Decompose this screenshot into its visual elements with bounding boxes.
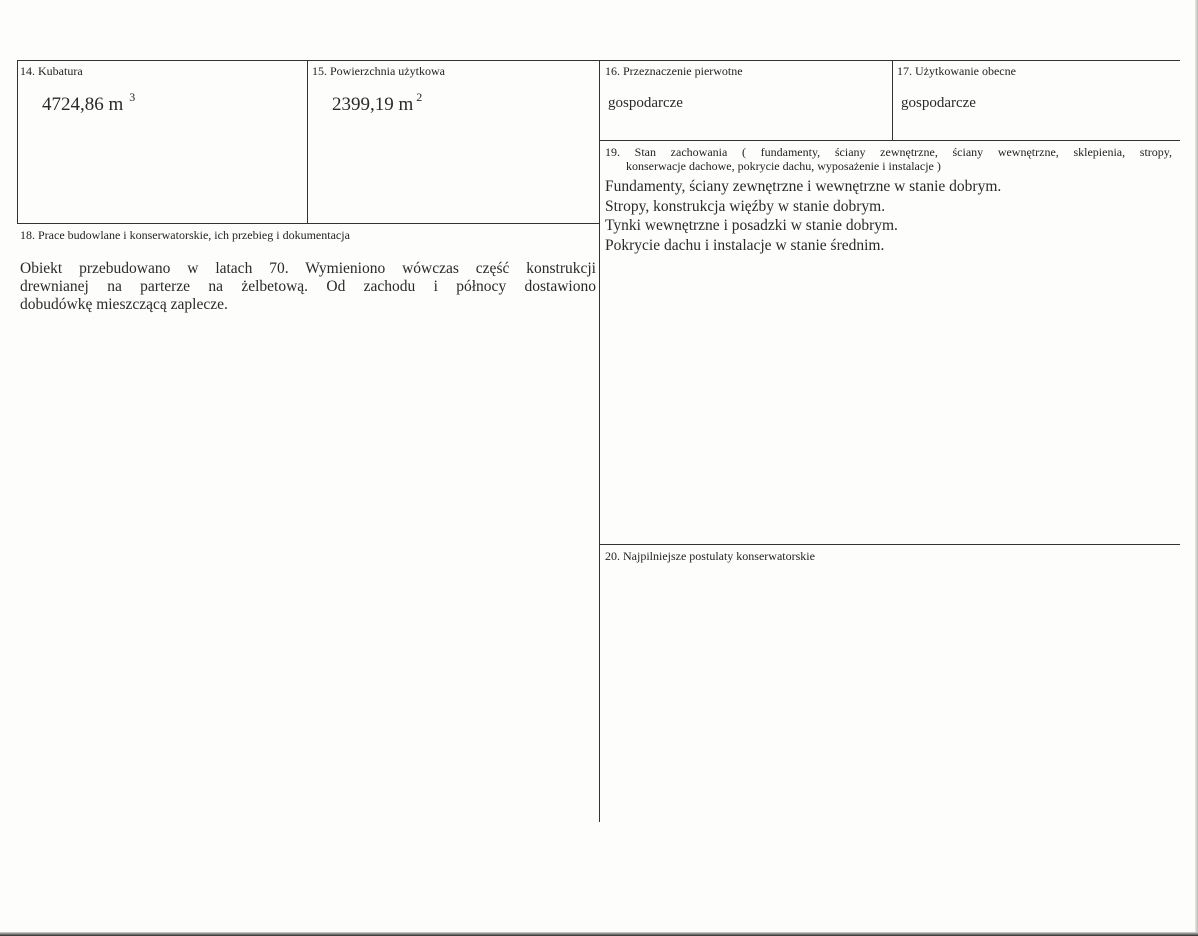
prace-line: dobudówkę mieszczącą zaplecze.	[20, 296, 228, 313]
kubatura-value	[42, 90, 136, 116]
powierzchnia-label: 15. Powierzchnia użytkowa	[312, 64, 445, 78]
powierzchnia-value	[332, 90, 423, 116]
divider-18-top	[17, 223, 600, 224]
stan-text	[605, 177, 1001, 255]
prace-label: 18. Prace budowlane i konserwatorskie, ich przebieg i dokumentacja	[20, 228, 350, 242]
kubatura-label: 14. Kubatura	[20, 64, 83, 78]
przeznaczenie-value: gospodarcze	[608, 95, 683, 111]
stan-line: Fundamenty, ściany zewnętrzne i wewnętrzne w stanie dobrym.	[605, 178, 1002, 195]
stan-line: Stropy, konstrukcja więźby w stanie dobrym.	[605, 197, 886, 215]
uzytkowanie-value: gospodarcze	[901, 95, 976, 111]
przeznaczenie-label: 16. Przeznaczenie pierwotne	[605, 64, 743, 78]
scan-edge-bottom	[0, 932, 1198, 936]
powierzchnia-exponent: 2	[416, 90, 423, 104]
divider-19-top	[600, 140, 1180, 141]
prace-line: drewnianej na parterze na żelbetową. Od zachodu i północy dostawiono	[20, 278, 596, 295]
postulaty-label: 20. Najpilniejsze postulaty konserwatorskie	[605, 549, 815, 563]
kubatura-exponent: 3	[129, 90, 136, 104]
divider-16-17	[892, 60, 893, 140]
stan-label-line: konserwacje dachowe, pokrycie dachu, wyposażenie i instalacje )	[626, 159, 941, 173]
kubatura-number: 4724,86 m	[42, 94, 124, 115]
stan-label-line: 19. Stan zachowania ( fundamenty, ściany zewnętrzne, ściany wewnętrzne, sklepienia, stropy,	[605, 145, 1172, 159]
left-border	[17, 60, 18, 223]
divider-14-15	[307, 60, 308, 223]
powierzchnia-number: 2399,19 m	[332, 94, 414, 115]
uzytkowanie-label: 17. Użytkowanie obecne	[897, 64, 1016, 78]
prace-line: Obiekt przebudowano w latach 70. Wymieniono wówczas część konstrukcji	[20, 260, 596, 277]
prace-text	[20, 260, 596, 314]
stan-label	[605, 145, 1172, 173]
stan-line: Tynki wewnętrzne i posadzki w stanie dobrym.	[605, 217, 898, 234]
center-divider	[599, 60, 600, 822]
stan-line: Pokrycie dachu i instalacje w stanie średnim.	[605, 236, 885, 254]
divider-20-top	[600, 544, 1180, 545]
